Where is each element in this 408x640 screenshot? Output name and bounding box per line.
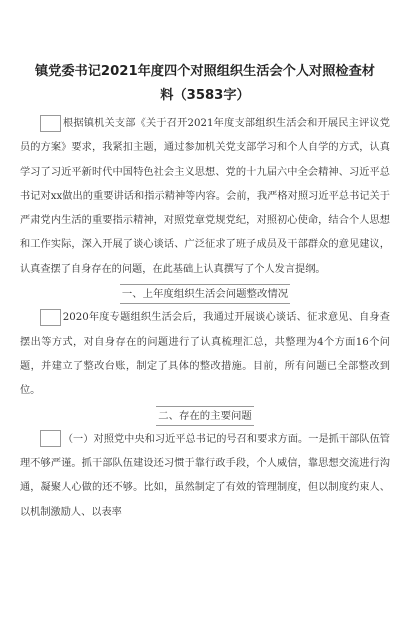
section-heading-2: 二、存在的主要问题 <box>20 404 390 428</box>
title-line-1: 镇党委书记2021年度四个对照组织生活会个人对照检查材 <box>34 64 375 79</box>
intro-paragraph: 根据镇机关支部《关于召开2021年度支部组织生活会和开展民主评议党员的方案》要求，我紧扣主题，通过参加机关党支部学习和个人自学的方式，认真学习了习近平新时代中国特色社会主义思想、党的十九届六中全会精神、习近平总书记对xx做出的重要讲话和指示精神等内容。会前，我严格对照习近平总书记关于严肃党内生活的重要指示精神，对照党章党规党纪，对照初心使命，结合个人思想和工作实际，深入开展了谈心谈话、广泛征求了班子成员及干部群众的意见建议，认真查摆了自身存在的问题，在此基础上认真撰写了个人发言提纲。 <box>20 112 390 282</box>
indent-placeholder <box>40 115 60 132</box>
title-line-2: 料（3583字） <box>160 88 250 103</box>
problems-paragraph: （一）对照党中央和习近平总书记的号召和要求方面。一是抓干部队伍管理不够严谨。抓干部队伍建设还习惯于靠行政手段，个人威信，靠思想交流进行沟通，凝聚人心做的还不够。比如，虽然制定了有效的管理制度，但以制度约束人、以机制激励人、以表率 <box>20 428 390 525</box>
document-title <box>26 60 384 108</box>
document-page <box>0 60 408 640</box>
document-body <box>20 112 390 525</box>
indent-placeholder <box>40 430 60 447</box>
section-heading-1: 一、上年度组织生活会问题整改情况 <box>20 282 390 306</box>
indent-placeholder <box>40 309 60 326</box>
rectification-paragraph: 2020年度专题组织生活会后，我通过开展谈心谈话、征求意见、自身查摆出等方式，对自身存在的问题进行了认真梳理汇总，共整理为4个方面16个问题，并建立了整改台账，制定了具体的整改措施。目前，所有问题已全部整改到位。 <box>20 306 390 403</box>
